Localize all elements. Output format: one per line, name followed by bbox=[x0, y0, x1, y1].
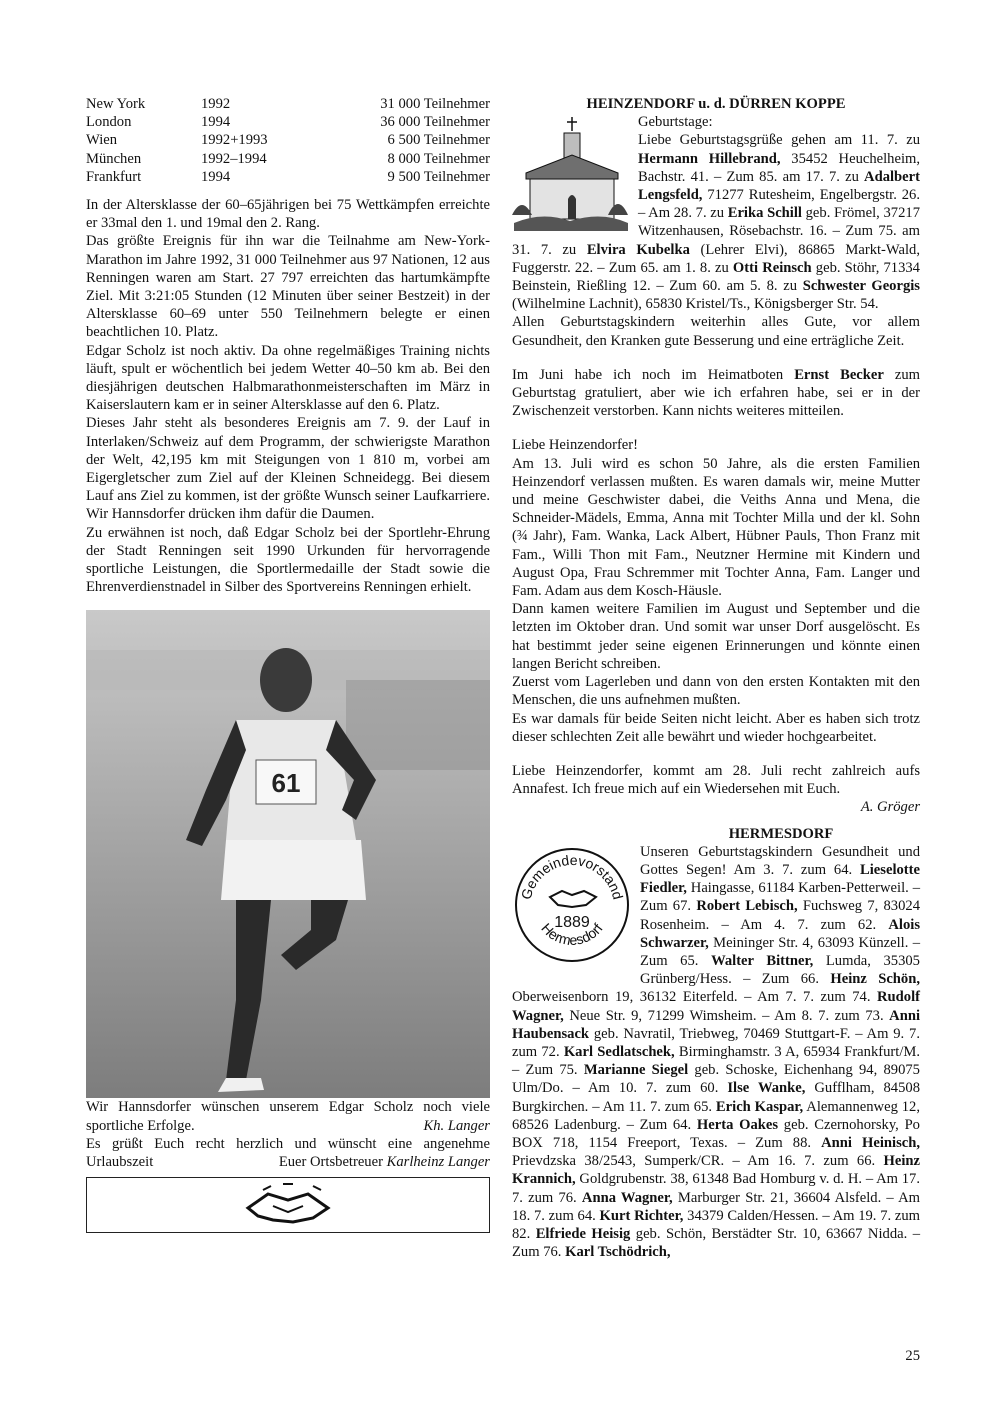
person-name: Elfriede Heisig bbox=[535, 1225, 631, 1242]
heading-hermesdorf: HERMESDORF bbox=[728, 825, 834, 842]
becker-notice bbox=[512, 366, 920, 421]
right-column bbox=[512, 95, 920, 1261]
seal-bottom-text: Hermesdorf bbox=[538, 919, 606, 948]
person-name: Walter Bittner, bbox=[711, 952, 814, 969]
text-run: geb. Frömel, 37217 Witzenhausen, Rösebachstr. 16. – Zum 75. am 31. 7. zu bbox=[512, 205, 920, 258]
svg-text:Gemeindevorstand bbox=[518, 852, 627, 901]
marathon-count: 31 000 Teilnehmer bbox=[380, 96, 490, 112]
person-name: Hermann Hillebrand, bbox=[638, 150, 781, 167]
text-run: Haingasse, 61184 Karben-Petterweil. – Zum 67. bbox=[640, 880, 920, 915]
marathon-years: 1992–1994 bbox=[201, 150, 267, 167]
text-run: geb. Czernohorsky, Po BOX 718, 1154 Freeport, Texas. – Zum 88. bbox=[512, 1116, 920, 1151]
marathon-row bbox=[86, 168, 490, 186]
text-run: Lumda, 35305 Grünberg/Hess. – Zum 66. bbox=[640, 952, 920, 988]
page-number: 25 bbox=[905, 1348, 920, 1364]
marathon-count: 36 000 Teilnehmer bbox=[380, 114, 490, 131]
person-name: Ilse Wanke, bbox=[727, 1080, 806, 1097]
marathon-city: Frankfurt bbox=[86, 168, 142, 185]
paragraph-interlaken: Dieses Jahr steht als besonderes Ereignis am 7. 9. der Lauf in Interlaken/Schweiz auf dem Programm, der schwierigste Marathon der Welt, 42,195 km mit Steigungen von 1 810 m, vorbei am Eigergletscher zum Ziel auf der Kleinen Schneidegg. Bei diesem Lauf ans Ziel zu kommen, ist der größte Wunsch seiner Laufkarriere. Wir Hannsdorfer drücken ihm dafür die Daumen. bbox=[86, 415, 490, 523]
marathon-city: London bbox=[86, 114, 132, 131]
paragraph-altersklasse: In der Altersklasse der 60–65jährigen bei 75 Wettkämpfen erreichte er 33mal den 1. und 19mal den 2. Rang. bbox=[86, 197, 490, 232]
text-run: geb. Stöhr, 71334 Beinstein, Rießling 12. – Zum 60. am 5. 8. zu bbox=[512, 259, 920, 295]
annafest-signature: A. Gröger bbox=[860, 799, 920, 816]
birthday-intro: Geburtstage: bbox=[638, 114, 713, 131]
text-run: Alemannenweg 12, 68526 Ladenburg. – Zum 64. bbox=[512, 1098, 920, 1133]
birthday-wish: Allen Geburtstagskindern weiterhin alles Gute, vor allem Gesundheit, den Kranken gute Besserung und eine erträgliche Zeit. bbox=[512, 314, 920, 349]
text-run: 71277 Rutesheim, Engelbergstr. 26. – Am 28. 7. zu bbox=[638, 187, 920, 222]
person-name: Marianne Siegel bbox=[583, 1062, 689, 1079]
seal-year: 1889 bbox=[554, 913, 590, 931]
person-name: Ernst Becker bbox=[794, 366, 884, 383]
closing-sig-name: Karlheinz Langer bbox=[386, 1154, 490, 1171]
person-name: Elvira Kubelka bbox=[586, 241, 690, 258]
bib-number: 61 bbox=[271, 768, 301, 799]
person-name: Kurt Richter, bbox=[599, 1207, 684, 1224]
marathon-years: 1992+1993 bbox=[201, 132, 268, 149]
person-name: Adalbert Lengsfeld, bbox=[638, 168, 920, 204]
person-name: Herta Oakes bbox=[696, 1116, 779, 1133]
marathon-years: 1994 bbox=[201, 114, 231, 131]
marathon-row bbox=[86, 150, 490, 168]
text-run: Birminghamstr. 3 A, 65934 Frankfurt/M. – Zum 75. bbox=[512, 1043, 921, 1079]
person-name: Karl Sedlatschek, bbox=[563, 1043, 675, 1060]
handshake-icon bbox=[243, 1182, 333, 1228]
text-run: geb. Schoske, Eichenhang 94, 89075 Ulm/Do. – Am 10. 7. zum 60. bbox=[512, 1062, 920, 1097]
paragraph-new-york: Das größte Ereignis für ihn war die Teilnahme am New-York-Marathon im Jahre 1992, 31 000 Teilnehmer aus 97 Nationen, 12 aus Renningen waren am Start. 27 797 erreichten das hartumkämpfte Ziel. Mit 3:21:05 Stunden (12 Minuten über seiner Bestzeit) in der Altersklasse 60–69 unter 550 Teilnehmern belegte er einen beachtlichen 10. Platz. bbox=[86, 233, 490, 341]
text-run: Goldgrubenstr. 38, 61348 Bad Homburg v. d. H. – Am 17. 7. zum 76. bbox=[512, 1171, 920, 1206]
text-run: 34379 Calden/Hessen. – Am 19. 7. zum 82. bbox=[512, 1207, 921, 1242]
seal-handshake-icon bbox=[550, 891, 596, 907]
chapel-illustration bbox=[512, 115, 630, 236]
hermesdorf-seal bbox=[512, 845, 632, 970]
text-run: Marburger Str. 21, 36604 Alsfeld. – Am 18. 7. zum 64. bbox=[512, 1189, 920, 1224]
letter-paragraph-1: Am 13. Juli wird es schon 50 Jahre, als die ersten Familien Heinzendorf verlassen mußten. Es waren damals wir, meine Mutter und meine Geschwister dabei, die Veiths Anna und Mena, die Schneider-Mädels, Emma, Anna mit Tochter Milla und der kl. Sohn (¾ Jahr), Fam. Wanka, Lack Albert, Hübner Pauls, Thon Franz mit Fam., Willi Thon mit Fam., Neutzner Hermine mit Kindern und August Opa, Frau Schremmer mit Tochter Anna, Fam. Langer und Fam. Adam aus dem Kosch-Häusle. bbox=[512, 455, 920, 600]
paragraph-ehrung: Zu erwähnen ist noch, daß Edgar Scholz bei der Sportlehr-Ehrung der Stadt Renningen seit 1990 Urkunden für hervorragende sportliche Leistungen, die Sportlermedaille der Stadt sowie die Ehrenverdienstnadel in Silber des Sportvereins Renningen erhielt. bbox=[86, 524, 490, 596]
runner-photo bbox=[86, 610, 490, 1098]
marathon-table bbox=[86, 95, 490, 186]
letter-paragraph-4: Es war damals für beide Seiten nicht leicht. Aber es haben sich trotz dieser schlechten Zeit alle bewährt und wieder hochgearbeitet. bbox=[512, 710, 920, 745]
person-name: Heinz Schön, bbox=[830, 971, 920, 988]
person-name: Anni Heinisch, bbox=[821, 1134, 920, 1151]
photo-caption bbox=[86, 1098, 490, 1134]
closing-sig-prefix: Euer Ortsbetreuer bbox=[278, 1154, 383, 1171]
text-run: Neue Str. 9, 71299 Wimsheim. – Am 8. 7. zum 73. bbox=[563, 1007, 890, 1024]
person-name: Anna Wagner, bbox=[581, 1189, 673, 1206]
text-run: Unseren Geburtstagskindern Gesundheit und Gottes Segen! Am 3. 7. zum 64. bbox=[640, 843, 920, 878]
text-run: (Wilhelmine Lachnit), 65830 Kristel/Ts., Königsberger Str. 54. bbox=[512, 296, 879, 313]
text-run: Oberweisenborn 19, 36132 Eiterfeld. – Am 7. 7. zum 74. bbox=[512, 989, 878, 1006]
marathon-row bbox=[86, 113, 490, 131]
seal-top-text: Gemeindevorstand bbox=[517, 851, 627, 901]
heading-heinzendorf: HEINZENDORF u. d. DÜRREN KOPPE bbox=[586, 96, 846, 112]
letter-paragraph-3: Zuerst vom Lagerleben und dann von den ersten Kontakten mit den Menschen, die uns aufnehmen mußten. bbox=[512, 674, 920, 709]
person-name: Erich Kaspar, bbox=[715, 1098, 804, 1115]
person-name: Anni Haubensack bbox=[512, 1007, 920, 1042]
marathon-city: New York bbox=[86, 96, 146, 112]
person-name: Schwester Georgis bbox=[802, 278, 920, 295]
person-name: Rudolf Wagner, bbox=[512, 989, 920, 1024]
paragraph-aktiv: Edgar Scholz ist noch aktiv. Da ohne regelmäßiges Training nichts läuft, spult er wöchentlich bei jedem Wetter 40–50 km ab. Bei den diesjährigen deutschen Halbmarathonmeisterschaften im März in Kaiserslautern kam er in seiner Altersklasse auf den 6. Platz. bbox=[86, 342, 490, 414]
text-run: geb. Schön, Berstädter Str. 10, 63667 Nidda. – Zum 76. bbox=[512, 1225, 920, 1261]
marathon-years: 1992 bbox=[201, 96, 231, 112]
letter-paragraph-2: Dann kamen weitere Familien im August und September und die letzten im Oktober dran. Und somit war unser Dorf ausgelöscht. Es hat bestimmt jeder seine eigenen Erinnerungen und könnte einen langen Bericht schreiben. bbox=[512, 601, 920, 672]
text-run: (Lehrer Elvi), 86865 Markt-Wald, Fuggerstr. 22. – Zum 65. am 1. 8. zu bbox=[512, 241, 920, 276]
closing-text: Es grüßt Euch recht herzlich und wünscht eine angenehme Urlaubszeit bbox=[86, 1135, 490, 1171]
marathon-count: 8 000 Teilnehmer bbox=[387, 150, 490, 167]
text-run: Fuchsweg 7, 83024 Rosenheim. – Am 4. 7. zum 62. bbox=[640, 898, 920, 933]
letter-greeting: Liebe Heinzendorfer! bbox=[512, 437, 638, 454]
annafest-invitation: Liebe Heinzendorfer, kommt am 28. Juli recht zahlreich aufs Annafest. Ich freue mich auf ein Wiedersehen mit Euch. bbox=[512, 762, 920, 798]
person-name: Karl Tschödrich, bbox=[565, 1244, 671, 1261]
marathon-count: 6 500 Teilnehmer bbox=[387, 132, 490, 149]
person-name: Robert Lebisch, bbox=[696, 898, 798, 915]
text-run: Prievdzska 38/2543, Sumperk/CR. – Am 16. 7. zum 66. bbox=[512, 1153, 884, 1170]
marathon-count: 9 500 Teilnehmer bbox=[387, 168, 490, 185]
text-run: Meininger Str. 4, 63093 Künzell. – Zum 65. bbox=[640, 934, 920, 969]
closing-paragraph bbox=[86, 1135, 490, 1171]
marathon-row bbox=[86, 95, 490, 113]
text-run: Im Juni habe ich noch im Heimatboten bbox=[512, 366, 795, 383]
marathon-city: Wien bbox=[86, 132, 118, 149]
person-name: Lieselotte Fiedler, bbox=[640, 861, 920, 897]
person-name: Heinz Krannich, bbox=[512, 1153, 920, 1188]
caption-text: Wir Hannsdorfer wünschen unserem Edgar Scholz noch viele sportliche Erfolge. bbox=[86, 1099, 490, 1134]
text-run: Gufflham, 84508 Burgkirchen. – Am 11. 7. zum 65. bbox=[512, 1080, 920, 1115]
caption-author: Kh. Langer bbox=[423, 1117, 490, 1134]
text-run: Liebe Geburtstagsgrüße gehen am 11. 7. zu bbox=[638, 132, 920, 149]
marathon-row bbox=[86, 131, 490, 149]
text-run: geb. Navratil, Triebweg, 70469 Stuttgart-F. – Am 9. 7. zum 72. bbox=[512, 1025, 920, 1060]
person-name: Erika Schill bbox=[727, 205, 802, 222]
closing-signature bbox=[279, 1153, 490, 1171]
marathon-years: 1994 bbox=[201, 168, 231, 185]
text-run: 35452 Heuchelheim, Bachstr. 41. – Zum 85. am 17. 7. zu bbox=[638, 150, 921, 185]
text-run: zum Geburtstag gratuliert, aber wie ich erfahren habe, sei er in der Zwischenzeit verstorben. Kann nichts weiteres mitteilen. bbox=[512, 366, 921, 420]
handshake-emblem-box bbox=[86, 1177, 490, 1233]
person-name: Alois Schwarzer, bbox=[640, 916, 920, 951]
person-name: Otti Reinsch bbox=[732, 259, 812, 276]
left-column bbox=[86, 95, 490, 1233]
marathon-city: München bbox=[86, 150, 142, 167]
